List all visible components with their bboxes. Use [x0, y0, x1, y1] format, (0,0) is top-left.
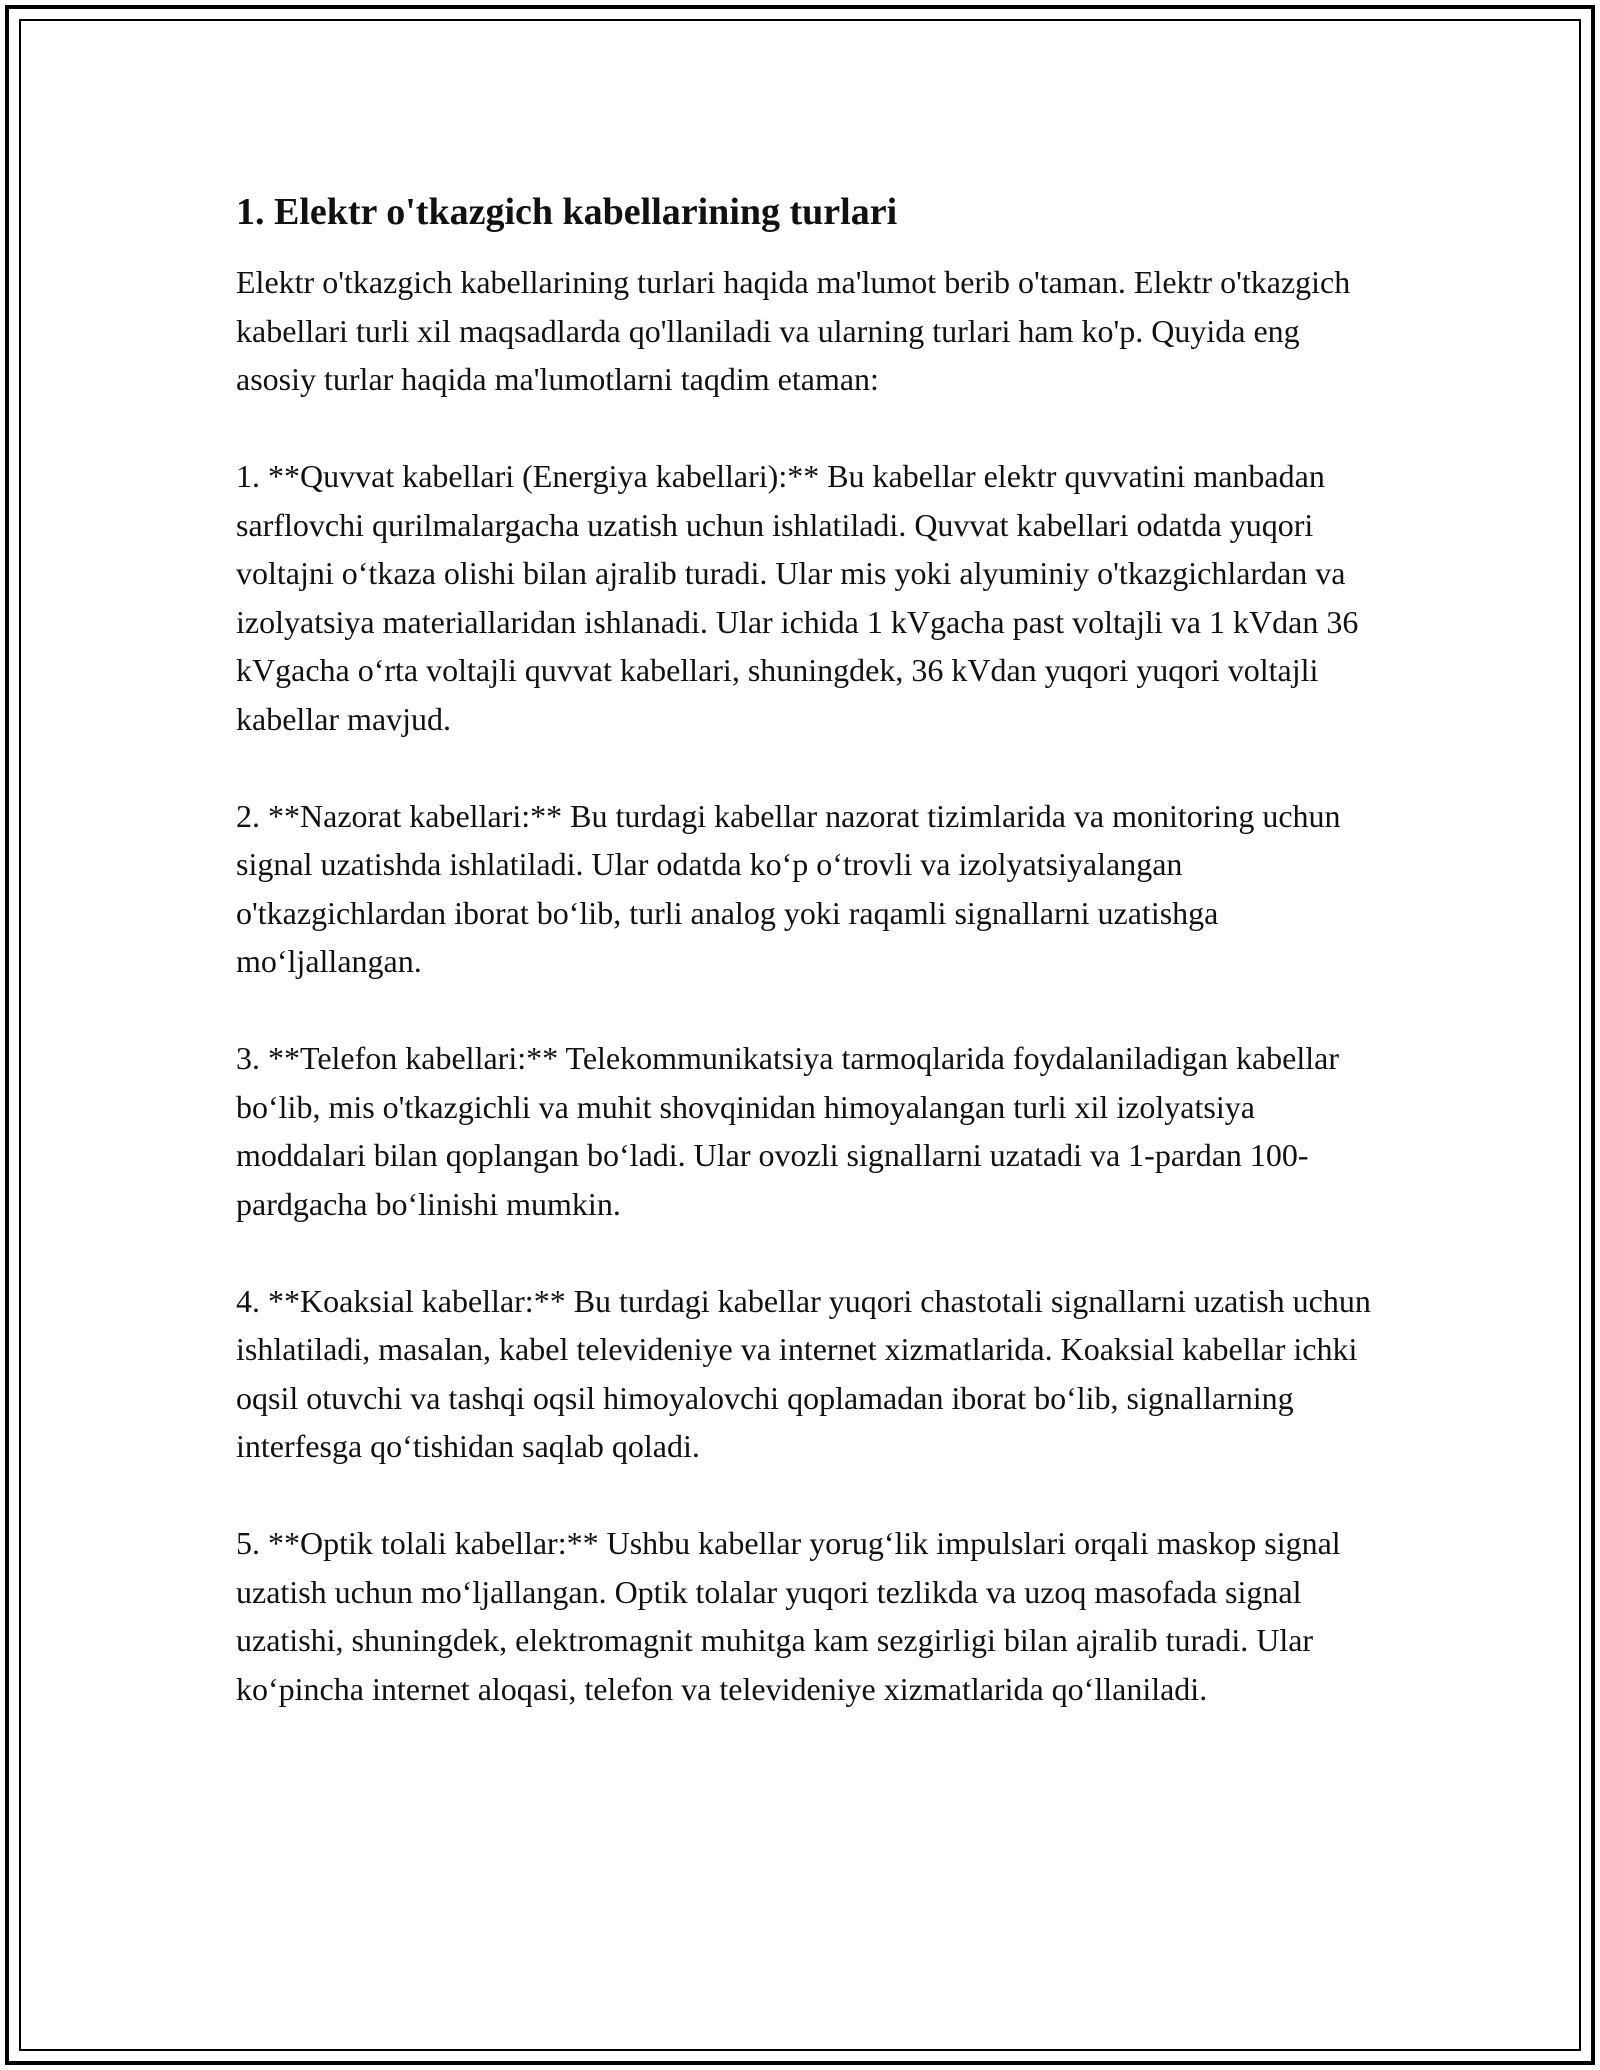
document-title: 1. Elektr o'tkazgich kabellarining turlari	[236, 191, 898, 233]
paragraph-power-cables: 1. **Quvvat kabellari (Energiya kabellari):** Bu kabellar elektr quvvatini manbadan sarflovchi qurilmalargacha uzatish uchun ishlatiladi. Quvvat kabellari odatda yuqori voltajni o‘tkaza olishi bilan ajralib turadi. Ular mis yoki alyuminiy o'tkazgichlardan va izolyatsiya materiallaridan ishlanadi. Ular ichida 1 kVgacha past voltajli va 1 kVdan 36 kVgacha o‘rta voltajli quvvat kabellari, shuningdek, 36 kVdan yuqori yuqori voltajli kabellar mavjud.	[236, 458, 1359, 737]
paragraph-coaxial-cables: 4. **Koaksial kabellar:** Bu turdagi kabellar yuqori chastotali signallarni uzatish uchun ishlatiladi, masalan, kabel televideniye va internet xizmatlarida. Koaksial kabellar ichki oqsil otuvchi va tashqi oqsil himoyalovchi qoplamadan iborat bo‘lib, signallarning interfesga qo‘tishidan saqlab qoladi.	[236, 1282, 1371, 1464]
paragraph-optical-cables: 5. **Optik tolali kabellar:** Ushbu kabellar yorug‘lik impulslari orqali maskop signal uzatish uchun mo‘ljallangan. Optik tolalar yuqori tezlikda va uzoq masofada signal uzatishi, shuningdek, elektromagnit muhitga kam sezgirligi bilan ajralib turadi. Ular ko‘pincha internet aloqasi, telefon va televideniye xizmatlarida qo‘llaniladi.	[236, 1525, 1341, 1707]
document-body	[236, 186, 1376, 1762]
paragraph-telephone-cables: 3. **Telefon kabellari:** Telekommunikatsiya tarmoqlarida foydalaniladigan kabellar bo‘lib, mis o'tkazgichli va muhit shovqinidan himoyalangan turli xil izolyatsiya moddalari bilan qoplangan bo‘ladi. Ular ovozli signallarni uzatadi va 1-pardan 100-pardgacha bo‘linishi mumkin.	[236, 1040, 1339, 1222]
intro-paragraph: Elektr o'tkazgich kabellarining turlari haqida ma'lumot berib o'taman. Elektr o'tkazgich kabellari turli xil maqsadlarda qo'llaniladi va ularning turlari ham ko'p. Quyida eng asosiy turlar haqida ma'lumotlarni taqdim etaman:	[236, 264, 1351, 397]
paragraph-control-cables: 2. **Nazorat kabellari:** Bu turdagi kabellar nazorat tizimlarida va monitoring uchun signal uzatishda ishlatiladi. Ular odatda ko‘p o‘trovli va izolyatsiyalangan o'tkazgichlardan iborat bo‘lib, turli analog yoki raqamli signallarni uzatishga mo‘ljallangan.	[236, 797, 1341, 979]
